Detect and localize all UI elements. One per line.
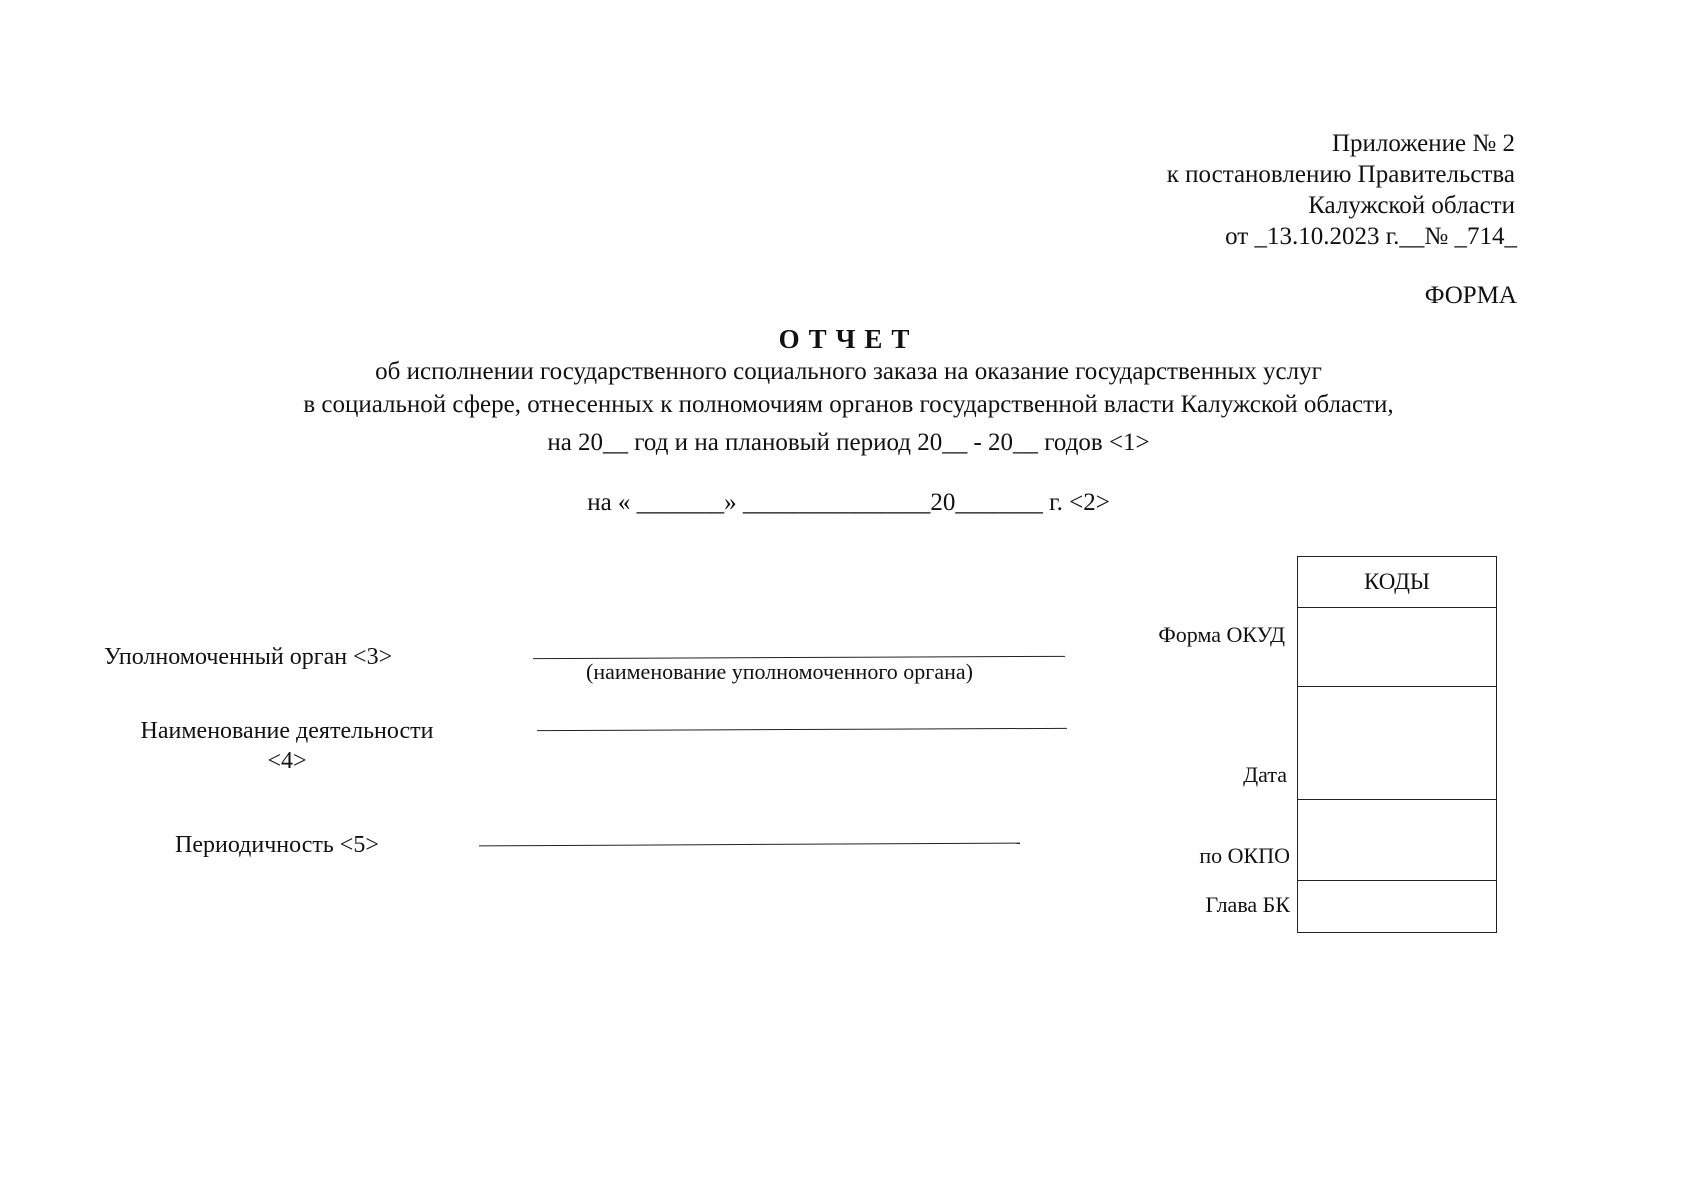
appendix-reference: к постановлению Правительства (1166, 161, 1515, 188)
okud-label: Форма ОКУД (1158, 622, 1285, 647)
report-period: на 20__ год и на плановый период 20__ - 20__ годов <1> (547, 429, 1150, 456)
codes-box (1297, 556, 1497, 933)
okpo-label: по ОКПО (1199, 843, 1290, 868)
activity-label: Наименование деятельности (140, 718, 434, 744)
okpo-code-cell[interactable] (1298, 800, 1496, 881)
authority-label: Уполномоченный орган <3> (104, 644, 393, 670)
date-label: Дата (1243, 762, 1287, 787)
budget-chapter-label: Глава БК (1205, 892, 1290, 917)
report-subtitle-1: об исполнении государственного социального заказа на оказание государственных услуг (375, 358, 1322, 385)
appendix-number: Приложение № 2 (1331, 130, 1515, 157)
appendix-region: Калужской области (1308, 192, 1515, 219)
appendix-date-number: от _13.10.2023 г.__№ _714_ (1225, 223, 1517, 250)
bk-code-cell[interactable] (1298, 881, 1496, 932)
report-date: на « _______» _______________20_______ г. <2> (587, 489, 1110, 516)
activity-label-note: <4> (267, 748, 307, 774)
okud-code-cell[interactable] (1298, 608, 1496, 687)
activity-underline[interactable] (537, 728, 1067, 731)
form-label: ФОРМА (1424, 282, 1517, 309)
periodicity-underline[interactable] (479, 843, 1020, 847)
report-title: ОТЧЕТ (778, 324, 919, 354)
report-subtitle-2: в социальной сфере, отнесенных к полномочиям органов государственной власти Калужской области, (303, 391, 1394, 418)
periodicity-label: Периодичность <5> (175, 832, 379, 858)
codes-header: КОДЫ (1298, 557, 1496, 608)
authority-hint: (наименование уполномоченного органа) (586, 659, 973, 684)
date-code-cell[interactable] (1298, 687, 1496, 800)
